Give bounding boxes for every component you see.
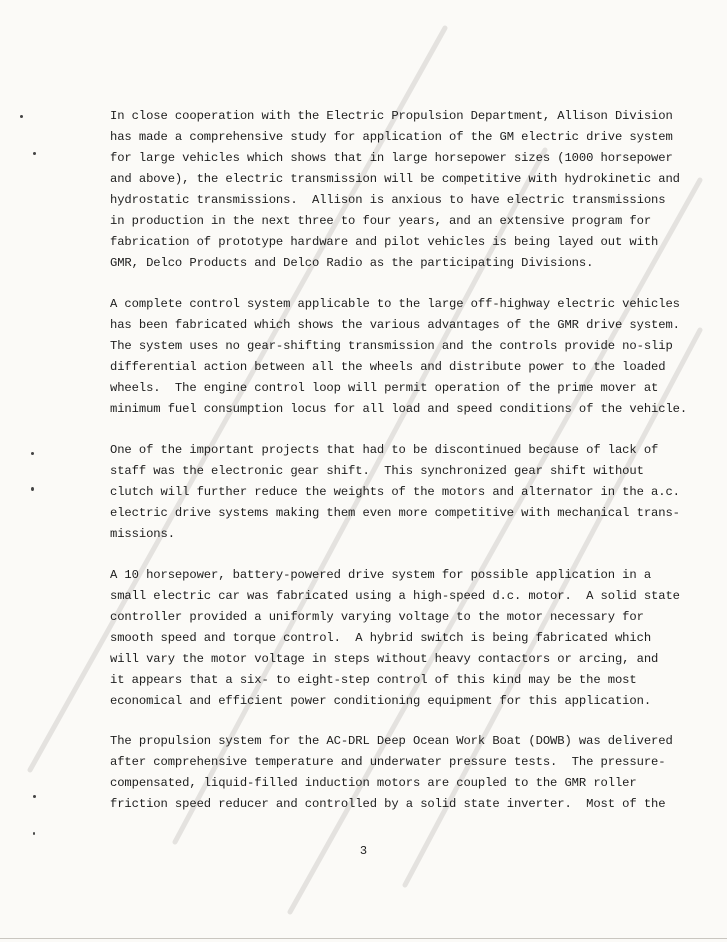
text-line: A 10 horsepower, battery-powered drive system for possible application in a: [110, 568, 652, 582]
text-line: GMR, Delco Products and Delco Radio as the participating Divisions.: [110, 256, 594, 270]
paragraph-electric-car: [110, 565, 680, 712]
text-line: compensated, liquid-filled induction motors are coupled to the GMR roller: [110, 776, 637, 790]
text-line: electric drive systems making them even more competitive with mechanical trans-: [110, 506, 680, 520]
text-line: One of the important projects that had to be discontinued because of lack of: [110, 443, 659, 457]
margin-speck: [33, 832, 35, 835]
text-line: for large vehicles which shows that in large horsepower sizes (1000 horsepower: [110, 151, 673, 165]
text-line: it appears that a six- to eight-step control of this kind may be the most: [110, 673, 637, 687]
text-line: controller provided a uniformly varying voltage to the motor necessary for: [110, 610, 644, 624]
text-line: will vary the motor voltage in steps without heavy contactors or arcing, and: [110, 652, 659, 666]
text-line: small electric car was fabricated using a high-speed d.c. motor. A solid state: [110, 589, 680, 603]
margin-speck: [33, 795, 36, 798]
paragraph-allison-study: [110, 106, 680, 274]
text-line: The propulsion system for the AC-DRL Deep Ocean Work Boat (DOWB) was delivered: [110, 734, 673, 748]
text-line: economical and efficient power conditioning equipment for this application.: [110, 694, 652, 708]
text-line: hydrostatic transmissions. Allison is anxious to have electric transmissions: [110, 193, 666, 207]
margin-speck: [20, 115, 23, 118]
paragraph-control-system: [110, 294, 688, 420]
text-line: minimum fuel consumption locus for all load and speed conditions of the vehicle.: [110, 402, 688, 416]
text-line: and above), the electric transmission will be competitive with hydrokinetic and: [110, 172, 680, 186]
text-line: fabrication of prototype hardware and pilot vehicles is being layed out with: [110, 235, 659, 249]
text-line: has made a comprehensive study for application of the GM electric drive system: [110, 130, 673, 144]
paragraph-dowb: [110, 731, 673, 815]
text-line: In close cooperation with the Electric Propulsion Department, Allison Division: [110, 109, 673, 123]
text-line: differential action between all the wheels and distribute power to the loaded: [110, 360, 666, 374]
page-number: 3: [359, 844, 368, 858]
text-line: clutch will further reduce the weights of the motors and alternator in the a.c.: [110, 485, 680, 499]
text-line: The system uses no gear-shifting transmission and the controls provide no-slip: [110, 339, 673, 353]
text-line: friction speed reducer and controlled by a solid state inverter. Most of the: [110, 797, 666, 811]
text-line: after comprehensive temperature and underwater pressure tests. The pressure-: [110, 755, 666, 769]
margin-speck: [31, 452, 34, 455]
text-line: in production in the next three to four years, and an extensive program for: [110, 214, 652, 228]
margin-speck: [31, 487, 34, 491]
margin-speck: [33, 152, 36, 155]
text-line: has been fabricated which shows the various advantages of the GMR drive system.: [110, 318, 680, 332]
bottom-edge-rule: [0, 938, 727, 939]
text-line: A complete control system applicable to the large off-highway electric vehicles: [110, 297, 680, 311]
text-line: staff was the electronic gear shift. This synchronized gear shift without: [110, 464, 644, 478]
paragraph-gear-shift: [110, 440, 680, 545]
text-line: wheels. The engine control loop will permit operation of the prime mover at: [110, 381, 659, 395]
text-line: smooth speed and torque control. A hybrid switch is being fabricated which: [110, 631, 652, 645]
text-line: missions.: [110, 527, 175, 541]
